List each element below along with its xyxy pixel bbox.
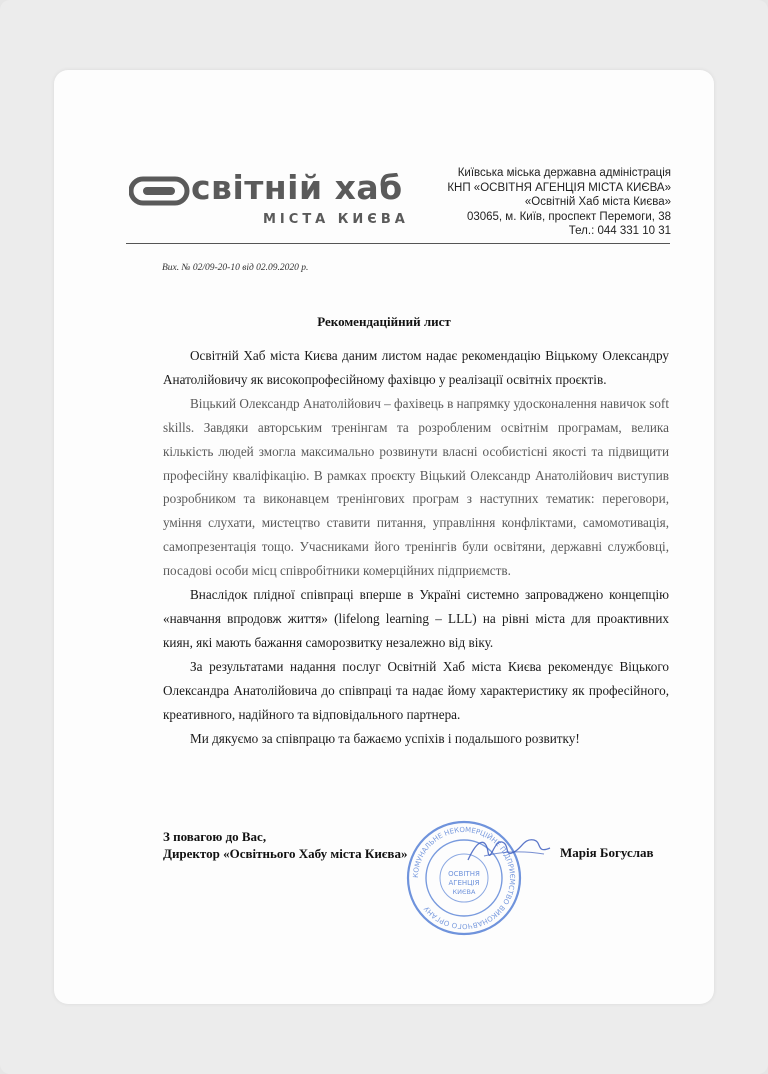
- letter-page: [54, 70, 714, 1004]
- signature-block: [163, 828, 407, 862]
- signer-name: Марія Богуслав: [560, 845, 654, 860]
- svg-text:АГЕНЦІЯ: АГЕНЦІЯ: [448, 879, 480, 887]
- org-line: Тел.: 044 331 10 31: [568, 225, 671, 237]
- logo-title: світній хаб: [191, 168, 403, 207]
- paragraph: За результатами надання послуг Освітній Хаб міста Києва рекомендує Віцького Олександра Анатолійовича до співпраці та надає йому характеристику як професійного, креативного, надійного та відповідального партнера.: [163, 658, 669, 722]
- svg-text:ОСВІТНЯ: ОСВІТНЯ: [448, 870, 480, 878]
- paragraph: Віцький Олександр Анатолійович – фахівець в напрямку удосконалення навичок soft skills. Завдяки авторським тренінгам та розробленим освітнім програмам, велика кількість людей змогла максимально розвинути власні особистісні якості та підвищити професійну кваліфікацію. В рамках проєкту Віцький Олександр Анатолійович виступив розробником та виконавцем тренінгових програм з наступних тематик: переговори, уміння слухати, мистецтво ставити питання, управління конфліктами, самомотивація, самопрезентація тощо. Учасниками його тренінгів були освітяни, державні службовці, посадові особи місц співробітники комерційних підприємств.: [163, 395, 669, 579]
- logo-subtitle: МІСТА КИЄВА: [263, 212, 409, 227]
- handwritten-signature: [464, 830, 554, 870]
- svg-text:КИЄВА: КИЄВА: [452, 888, 476, 896]
- organization-address: [447, 166, 671, 239]
- paragraph: Освітній Хаб міста Києва даним листом надає рекомендацію Віцькому Олександру Анатолійовичу як високопрофесійному фахівцю у реалізації освітніх проєктів.: [163, 348, 669, 387]
- paragraph: Внаслідок плідної співпраці вперше в Україні системно запроваджено концепцію «навчання впродовж життя» (lifelong learning – LLL) на рівні міста для проактивних киян, які мають бажання саморозвитку незалежно від віку.: [163, 587, 669, 650]
- letter-title: Рекомендаційний лист: [317, 314, 451, 329]
- org-line: 03065, м. Київ, проспект Перемоги, 38: [466, 210, 671, 223]
- org-line: «Освітній Хаб міста Києва»: [524, 196, 671, 208]
- outgoing-number: Вих. № 02/09-20-10 від 02.09.2020 р.: [162, 263, 309, 273]
- closing-line: З повагою до Вас,: [163, 829, 267, 844]
- signer-position: Директор «Освітнього Хабу міста Києва»: [163, 846, 408, 861]
- org-line: КНП «ОСВІТНЯ АГЕНЦІЯ МІСТА КИЄВА»: [447, 181, 671, 194]
- svg-text:КОМУНАЛЬНЕ НЕКОМЕРЦІЙНЕ ПІДПРИ: КОМУНАЛЬНЕ НЕКОМЕРЦІЙНЕ ПІДПРИЄМСТВО ВИКОНАВЧОГО ОРГАНУ: [411, 825, 517, 931]
- paragraph: Ми дякуємо за співпрацю та бажаємо успіхів і подальшого розвитку!: [190, 730, 580, 746]
- logo-ring-icon: [129, 176, 191, 206]
- org-line: Київська міська державна адміністрація: [457, 167, 671, 179]
- letter-body: [163, 344, 669, 750]
- organization-logo: [129, 168, 469, 234]
- header-divider: [126, 243, 670, 244]
